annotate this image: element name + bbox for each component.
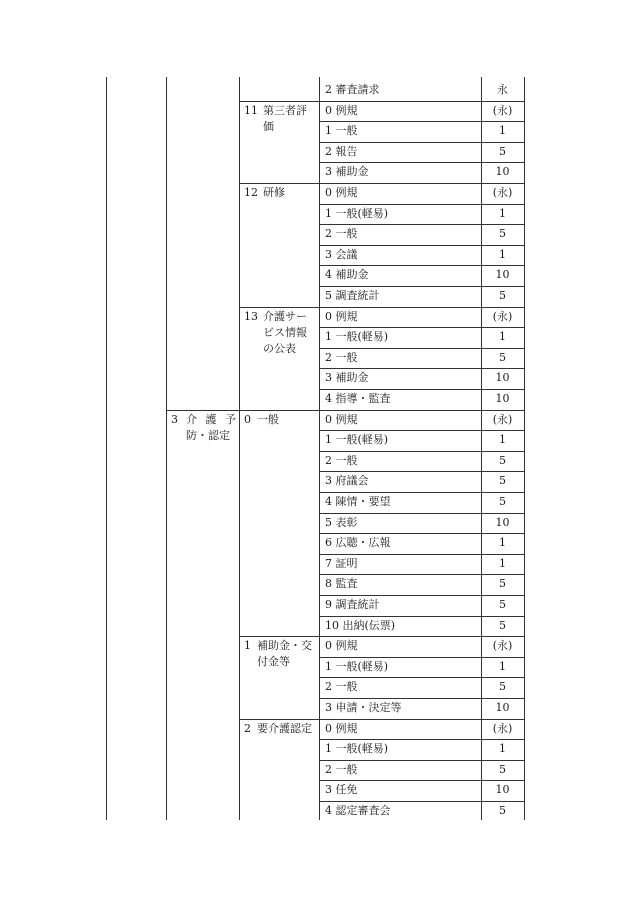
table-border-col3 — [319, 77, 320, 820]
retention-period: 5 — [499, 474, 506, 488]
item-name: 2 一般 — [325, 762, 358, 776]
item-name: 4 指導・監査 — [325, 392, 391, 405]
subcategory-number: 1 — [244, 639, 251, 653]
item-divider — [319, 739, 524, 740]
item-divider — [319, 677, 524, 678]
item-divider — [319, 471, 524, 472]
item-name: 4 補助金 — [325, 268, 369, 282]
subcategory-number: 0 — [244, 412, 251, 426]
subcategory-number: 12 — [244, 186, 258, 199]
item-name: 0 例規 — [325, 412, 358, 426]
subcategory-label: 一般 — [257, 412, 279, 426]
subcategory-divider — [239, 183, 524, 184]
item-divider — [319, 286, 524, 287]
retention-period: 1 — [499, 330, 506, 344]
retention-period: 5 — [499, 680, 506, 694]
subcategory-divider — [239, 636, 524, 637]
retention-period: 1 — [499, 206, 506, 220]
item-divider — [319, 389, 524, 390]
item-name: 3 補助金 — [325, 165, 369, 179]
subcategory-number: 2 — [244, 721, 251, 735]
item-name: 3 府議会 — [325, 474, 369, 488]
retention-period: 5 — [499, 577, 506, 591]
subcategory-divider — [239, 101, 524, 102]
item-name: 2 報告 — [325, 144, 358, 158]
item-divider — [319, 533, 524, 534]
item-divider — [319, 780, 524, 781]
item-name: 0 例規 — [325, 721, 358, 735]
subcategory-number: 13 — [244, 309, 258, 323]
item-name: 9 調査統計 — [325, 598, 380, 611]
retention-period: 5 — [499, 804, 506, 817]
retention-period: (永) — [492, 721, 513, 735]
item-divider — [319, 348, 524, 349]
retention-period: (永) — [492, 309, 513, 323]
retention-period: (永) — [492, 103, 513, 117]
item-divider — [319, 430, 524, 431]
item-divider — [319, 451, 524, 452]
item-divider — [319, 265, 524, 266]
retention-period: 1 — [499, 247, 506, 261]
retention-period: 10 — [495, 701, 510, 714]
item-divider — [319, 616, 524, 617]
item-name: 0 例規 — [325, 186, 358, 199]
item-divider — [319, 554, 524, 555]
subcategory-divider — [239, 307, 524, 308]
item-name: 0 例規 — [325, 639, 358, 653]
item-name: 2 一般 — [325, 680, 358, 694]
retention-period: 1 — [499, 536, 506, 550]
subcategory-label: 介護サービス情報の公表 — [263, 309, 307, 355]
table-border-right — [524, 77, 525, 820]
retention-period: 5 — [499, 495, 506, 508]
retention-period: (永) — [492, 639, 513, 653]
retention-period: 5 — [499, 762, 506, 776]
subcategory-label: 研修 — [263, 186, 285, 199]
retention-period: 5 — [499, 227, 506, 241]
item-divider — [319, 224, 524, 225]
retention-period: 10 — [495, 165, 510, 179]
item-name: 0 例規 — [325, 103, 358, 117]
item-name: 1 一般(軽易) — [325, 206, 389, 220]
table-border-left — [106, 77, 107, 820]
retention-period: 10 — [495, 371, 510, 385]
retention-period: 5 — [499, 598, 506, 611]
item-divider — [319, 142, 524, 143]
item-name: 6 広聴・広報 — [325, 536, 391, 550]
item-name: 10 出納(伝票) — [325, 618, 396, 632]
item-divider — [319, 698, 524, 699]
item-name: 1 一般 — [325, 124, 358, 138]
item-name: 3 任免 — [325, 783, 358, 797]
item-name: 4 認定審査会 — [325, 804, 391, 817]
retention-period: 1 — [499, 124, 506, 138]
item-name: 4 陳情・要望 — [325, 495, 391, 508]
item-name: 3 補助金 — [325, 371, 369, 385]
item-divider — [319, 492, 524, 493]
item-name: 2 審査請求 — [325, 83, 380, 96]
item-name: 2 一般 — [325, 350, 358, 364]
item-divider — [319, 574, 524, 575]
retention-period: 1 — [499, 433, 506, 447]
retention-period: 10 — [495, 783, 510, 797]
item-divider — [319, 162, 524, 163]
subcategory-divider — [239, 719, 524, 720]
retention-period: (永) — [492, 412, 513, 426]
table-border-col1 — [166, 77, 167, 820]
retention-period: 1 — [499, 556, 506, 570]
subcategory-label: 要介護認定 — [257, 721, 312, 735]
item-divider — [319, 245, 524, 246]
retention-period: 10 — [495, 515, 510, 529]
item-name: 1 一般(軽易) — [325, 659, 389, 673]
item-divider — [319, 368, 524, 369]
retention-period: 1 — [499, 659, 506, 673]
item-divider — [319, 513, 524, 514]
item-divider — [319, 121, 524, 122]
item-name: 1 一般(軽易) — [325, 330, 389, 344]
retention-period: 5 — [499, 350, 506, 364]
item-name: 1 一般(軽易) — [325, 433, 389, 447]
retention-period: 10 — [495, 392, 510, 405]
item-name: 5 調査統計 — [325, 289, 380, 302]
retention-period: 永 — [497, 83, 508, 96]
retention-period: 1 — [499, 742, 506, 756]
retention-period: 10 — [495, 268, 510, 282]
item-divider — [319, 760, 524, 761]
item-name: 2 一般 — [325, 227, 358, 241]
category-number: 3 — [171, 412, 178, 426]
retention-period: 5 — [499, 289, 506, 302]
retention-period: 5 — [499, 618, 506, 632]
item-name: 3 申請・決定等 — [325, 701, 402, 714]
retention-period: (永) — [492, 186, 513, 199]
item-divider — [319, 204, 524, 205]
item-divider — [319, 595, 524, 596]
item-name: 5 表彰 — [325, 515, 358, 529]
item-name: 3 会議 — [325, 247, 358, 261]
category-divider — [166, 410, 524, 411]
item-divider — [319, 657, 524, 658]
subcategory-label: 補助金・交付金等 — [257, 639, 312, 669]
subcategory-label: 第三者評価 — [263, 103, 307, 133]
table-border-col2 — [239, 77, 240, 820]
item-name: 7 証明 — [325, 556, 358, 570]
retention-period: 5 — [499, 144, 506, 158]
item-name: 0 例規 — [325, 309, 358, 323]
category-label: 介護予防・認定 — [186, 412, 236, 442]
item-name: 8 監査 — [325, 577, 358, 591]
retention-period: 5 — [499, 453, 506, 467]
item-divider — [319, 801, 524, 802]
item-name: 2 一般 — [325, 453, 358, 467]
item-divider — [319, 327, 524, 328]
subcategory-number: 11 — [244, 103, 258, 117]
item-name: 1 一般(軽易) — [325, 742, 389, 756]
